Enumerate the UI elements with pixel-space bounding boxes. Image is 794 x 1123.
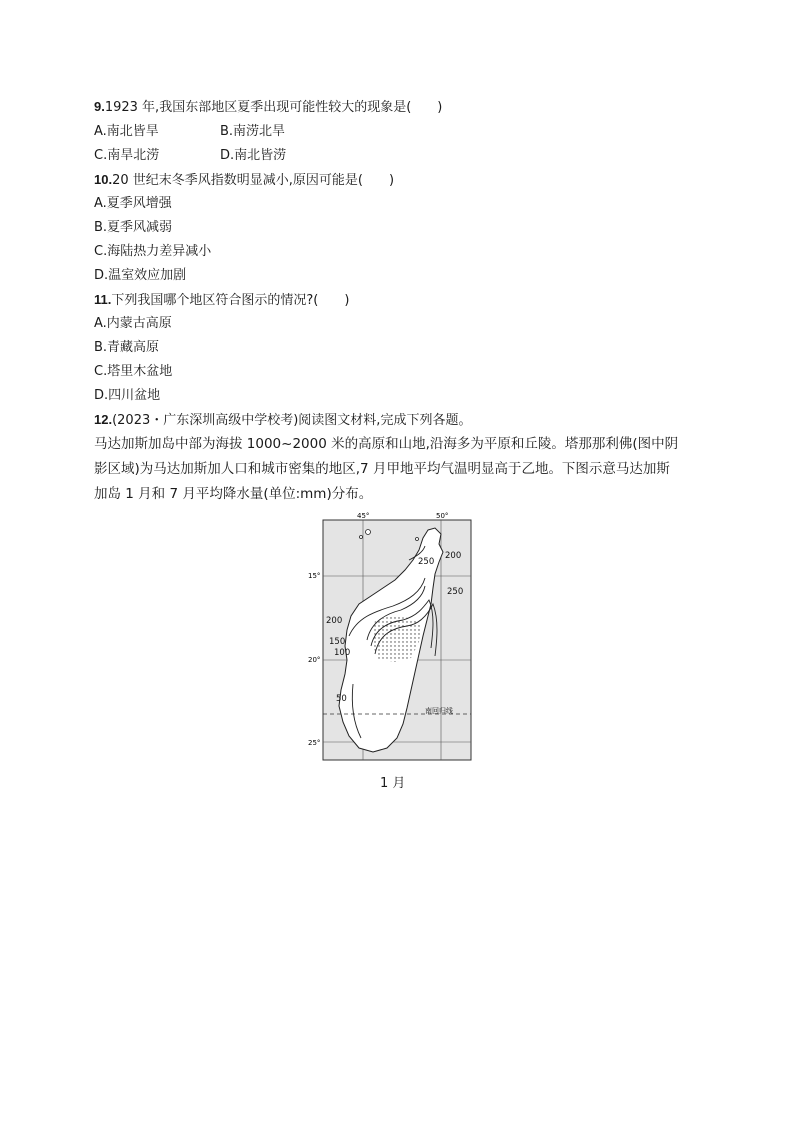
- question-12-number: 12.: [94, 412, 113, 427]
- question-10: [94, 171, 394, 190]
- question-10-option-a: A.夏季风增强: [94, 196, 172, 211]
- tropic-of-capricorn-label: 南回归线: [425, 707, 453, 715]
- contour-label-50: 50: [336, 694, 347, 704]
- question-11-number: 11.: [94, 292, 112, 307]
- question-10-option-c: C.海陆热力差异减小: [94, 244, 212, 259]
- longitude-label-50: 50°: [436, 512, 449, 520]
- question-9: [94, 98, 442, 117]
- question-9-number: 9.: [94, 99, 105, 114]
- question-10-stem: 20 世纪末冬季风指数明显减小,原因可能是( ): [112, 173, 395, 188]
- question-9-option-d: D.南北皆涝: [220, 148, 287, 163]
- question-12: [94, 411, 471, 430]
- question-11-option-d: D.四川盆地: [94, 388, 161, 403]
- question-11-option-a: A.内蒙古高原: [94, 316, 172, 331]
- question-11-option-b: B.青藏高原: [94, 340, 160, 355]
- latitude-label-15: 15°: [308, 572, 321, 580]
- question-10-option-b: B.夏季风减弱: [94, 220, 173, 235]
- question-9-option-b: B.南涝北旱: [220, 124, 286, 139]
- question-10-option-d: D.温室效应加剧: [94, 268, 187, 283]
- question-12-material-line-3: 加岛 1 月和 7 月平均降水量(单位:mm)分布。: [94, 486, 373, 502]
- latitude-label-25: 25°: [308, 739, 321, 747]
- figure-caption: 1 月: [380, 776, 406, 791]
- contour-label-250-north: 250: [418, 557, 435, 567]
- longitude-label-45: 45°: [357, 512, 370, 520]
- small-island: [416, 538, 419, 541]
- question-11: [94, 291, 349, 310]
- question-12-material-line-2: 影区域)为马达加斯加人口和城市密集的地区,7 月甲地平均气温明显高于乙地。下图示意马达加斯: [94, 461, 670, 477]
- contour-label-200-west: 200: [326, 616, 343, 626]
- contour-label-150: 150: [329, 637, 346, 647]
- question-9-option-a: A.南北皆旱: [94, 124, 159, 139]
- question-12-source: (2023・广东深圳高级中学校考)阅读图文材料,完成下列各题。: [112, 413, 472, 428]
- question-12-material-line-1: 马达加斯加岛中部为海拔 1000~2000 米的高原和山地,沿海多为平原和丘陵。塔那那利佛(图中阴: [94, 436, 679, 452]
- question-9-option-c: C.南旱北涝: [94, 148, 160, 163]
- question-11-option-c: C.塔里木盆地: [94, 364, 173, 379]
- question-10-number: 10.: [94, 172, 113, 187]
- small-island: [360, 536, 363, 539]
- madagascar-precipitation-map: [305, 508, 485, 770]
- latitude-label-20: 20°: [308, 656, 321, 664]
- contour-label-250-east: 250: [447, 587, 464, 597]
- contour-label-100: 100: [334, 648, 351, 658]
- contour-label-200-east: 200: [445, 551, 462, 561]
- question-9-stem: 1923 年,我国东部地区夏季出现可能性较大的现象是( ): [104, 100, 443, 115]
- small-island: [366, 530, 371, 535]
- question-11-stem: 下列我国哪个地区符合图示的情况?( ): [111, 293, 350, 308]
